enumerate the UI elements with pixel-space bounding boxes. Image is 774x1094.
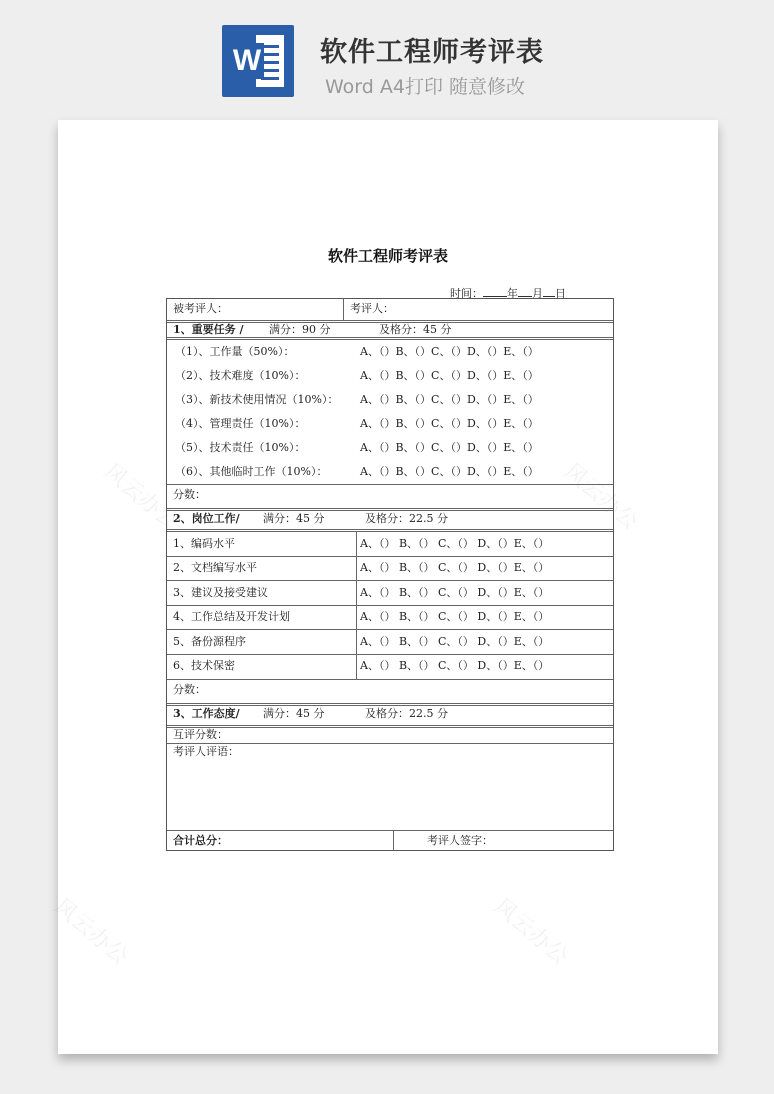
- section1-pass-score: 及格分：45 分: [379, 323, 452, 336]
- word-icon-letter: W: [230, 43, 264, 79]
- watermark: 风云办公: [98, 459, 183, 535]
- task-options: A、（）B、（）C、（）D、（）E、（）: [360, 345, 539, 358]
- post-label: 6、技术保密: [173, 659, 235, 672]
- post-options: A、（） B、（） C、（） D、（）E、（）: [360, 635, 550, 648]
- section3-pass-score: 及格分：22.5 分: [365, 707, 448, 720]
- post-options: A、（） B、（） C、（） D、（）E、（）: [360, 586, 550, 599]
- task-options: A、（）B、（）C、（）D、（）E、（）: [360, 393, 539, 406]
- section2-pass-score: 及格分：22.5 分: [365, 512, 448, 525]
- post-label: 3、建议及接受建议: [173, 586, 268, 599]
- post-options: A、（） B、（） C、（） D、（）E、（）: [360, 537, 550, 550]
- evaluatee-label: 被考评人：: [173, 302, 228, 315]
- header-subtitle: Word A4打印 随意修改: [325, 76, 526, 98]
- post-label: 5、备份源程序: [173, 635, 246, 648]
- task-options: A、（）B、（）C、（）D、（）E、（）: [360, 465, 539, 478]
- section2-full-score: 满分：45 分: [263, 512, 325, 525]
- year-blank: [483, 286, 507, 297]
- task-label: （3）、新技术使用情况（10%）：: [175, 393, 339, 406]
- watermark: 风云办公: [488, 894, 573, 970]
- day-blank: [543, 286, 555, 297]
- section1-full-score: 满分：90 分: [269, 323, 331, 336]
- post-options: A、（） B、（） C、（） D、（）E、（）: [360, 610, 550, 623]
- evaluation-form: [166, 298, 614, 851]
- section1-score-label: 分数：: [173, 488, 206, 501]
- task-options: A、（）B、（）C、（）D、（）E、（）: [360, 369, 539, 382]
- post-options: A、（） B、（） C、（） D、（）E、（）: [360, 659, 550, 672]
- watermark: 风云办公: [48, 894, 133, 970]
- section2-score-label: 分数：: [173, 683, 206, 696]
- section3-title: 3、工作态度/: [173, 707, 240, 720]
- task-label: （6）、其他临时工作（10%）：: [175, 465, 328, 478]
- header-title: 软件工程师考评表: [320, 37, 544, 68]
- post-label: 4、工作总结及开发计划: [173, 610, 290, 623]
- post-options: A、（） B、（） C、（） D、（）E、（）: [360, 561, 550, 574]
- task-label: （1）、工作量（50%）：: [175, 345, 295, 358]
- evaluator-signature-label: 考评人签字：: [427, 834, 493, 847]
- mutual-score-label: 互评分数：: [173, 728, 228, 741]
- total-score-label: 合计总分：: [173, 834, 228, 847]
- year-label: 年: [507, 287, 518, 300]
- section2-title: 2、岗位工作/: [173, 512, 240, 525]
- task-options: A、（）B、（）C、（）D、（）E、（）: [360, 417, 539, 430]
- watermark: 风云办公: [558, 459, 643, 535]
- day-label: 日: [555, 287, 566, 300]
- task-label: （4）、管理责任（10%）：: [175, 417, 306, 430]
- month-blank: [518, 286, 532, 297]
- post-label: 1、编码水平: [173, 537, 235, 550]
- task-label: （2）、技术难度（10%）：: [175, 369, 306, 382]
- evaluator-label: 考评人：: [350, 302, 394, 315]
- section1-title: 1、重要任务 /: [173, 323, 244, 336]
- month-label: 月: [532, 287, 543, 300]
- preview-header: [0, 0, 774, 118]
- section3-full-score: 满分：45 分: [263, 707, 325, 720]
- document-title: 软件工程师考评表: [327, 247, 448, 265]
- document-page: [48, 120, 718, 1054]
- task-label: （5）、技术责任（10%）：: [175, 441, 306, 454]
- time-label: 时间：: [450, 287, 483, 300]
- task-options: A、（）B、（）C、（）D、（）E、（）: [360, 441, 539, 454]
- word-icon: [222, 25, 294, 97]
- post-label: 2、文档编写水平: [173, 561, 257, 574]
- evaluator-comment-label: 考评人评语：: [173, 745, 239, 758]
